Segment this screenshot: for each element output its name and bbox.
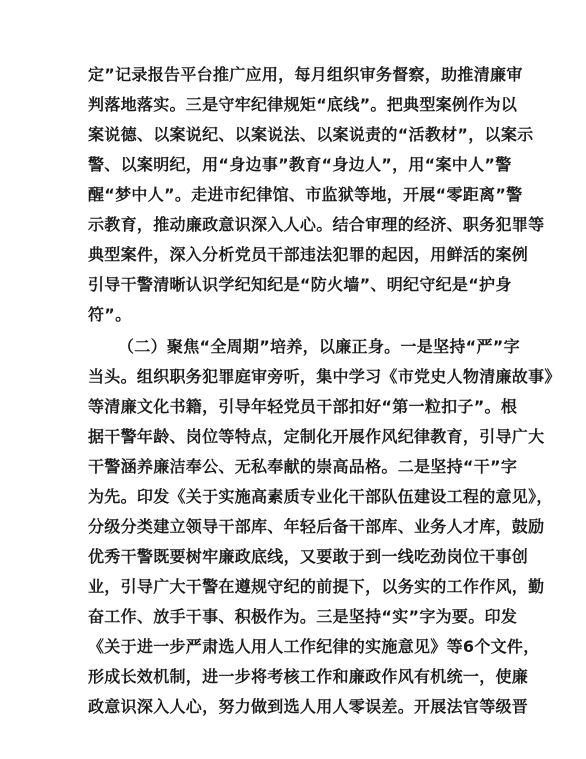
text-line: 等清廉文化书籍，引导年轻党员干部扣好“第一粒扣子”。根	[88, 397, 518, 416]
text-line: 政意识深入人心，努力做到选人用人零误差。开展法官等级晋	[88, 697, 529, 716]
text-line: 当头。组织职务犯罪庭审旁听，集中学习《市党史人物清廉故事》	[88, 367, 561, 386]
text-line: 业，引导广大干警在遵规守纪的前提下，以务实的工作作风，勤	[88, 577, 545, 596]
text-line: 引导干警清晰认识学纪知纪是“防火墙”、明纪守纪是“护身	[88, 275, 512, 294]
text-line: 案说德、以案说纪、以案说法、以案说责的“活教材”，以案示	[88, 125, 534, 144]
paragraph-heading-line: （二）聚焦“全周期”培养，以廉正身。一是坚持“严”字	[118, 337, 520, 356]
text-line: 形成长效机制，进一步将考核工作和廉政作风有机统一，使廉	[88, 667, 529, 686]
text-line: 干警涵养廉洁奉公、无私奉献的崇高品格。二是坚持“干”字	[88, 457, 518, 476]
text-line: 定”记录报告平台推广应用，每月组织审务督察，助推清廉审	[88, 65, 523, 84]
text-line: 奋工作、放手干事、积极作为。三是坚持“实”字为要。印发	[88, 607, 518, 626]
text-line: 符”。	[88, 305, 132, 324]
text-line: 典型案件，深入分析党员干部违法犯罪的起因，用鲜活的案例	[88, 245, 529, 264]
text-line: 示教育，推动廉政意识深入人心。结合审理的经济、职务犯罪等	[88, 215, 545, 234]
text-line: 判落地落实。三是守牢纪律规矩“底线”。把典型案例作为以	[88, 95, 518, 114]
text-line: 据干警年龄、岗位等特点，定制化开展作风纪律教育，引导广大	[88, 427, 545, 446]
text-line: 分级分类建立领导干部库、年轻后备干部库、业务人才库，鼓励	[88, 517, 545, 536]
text-line: 警、以案明纪，用“身边事”教育“身边人”，用“案中人”警	[88, 155, 512, 174]
text-line: 醒“梦中人”。走进市纪律馆、市监狱等地，开展“零距离”警	[88, 185, 523, 204]
text-line: 为先。印发《关于实施高素质专业化干部队伍建设工程的意见》，	[88, 487, 553, 506]
text-line: 《关于进一步严肃选人用人工作纪律的实施意见》等6个文件，	[88, 637, 540, 656]
text-line: 优秀干警既要树牢廉政底线，又要敢于到一线吃劲岗位干事创	[88, 547, 529, 566]
